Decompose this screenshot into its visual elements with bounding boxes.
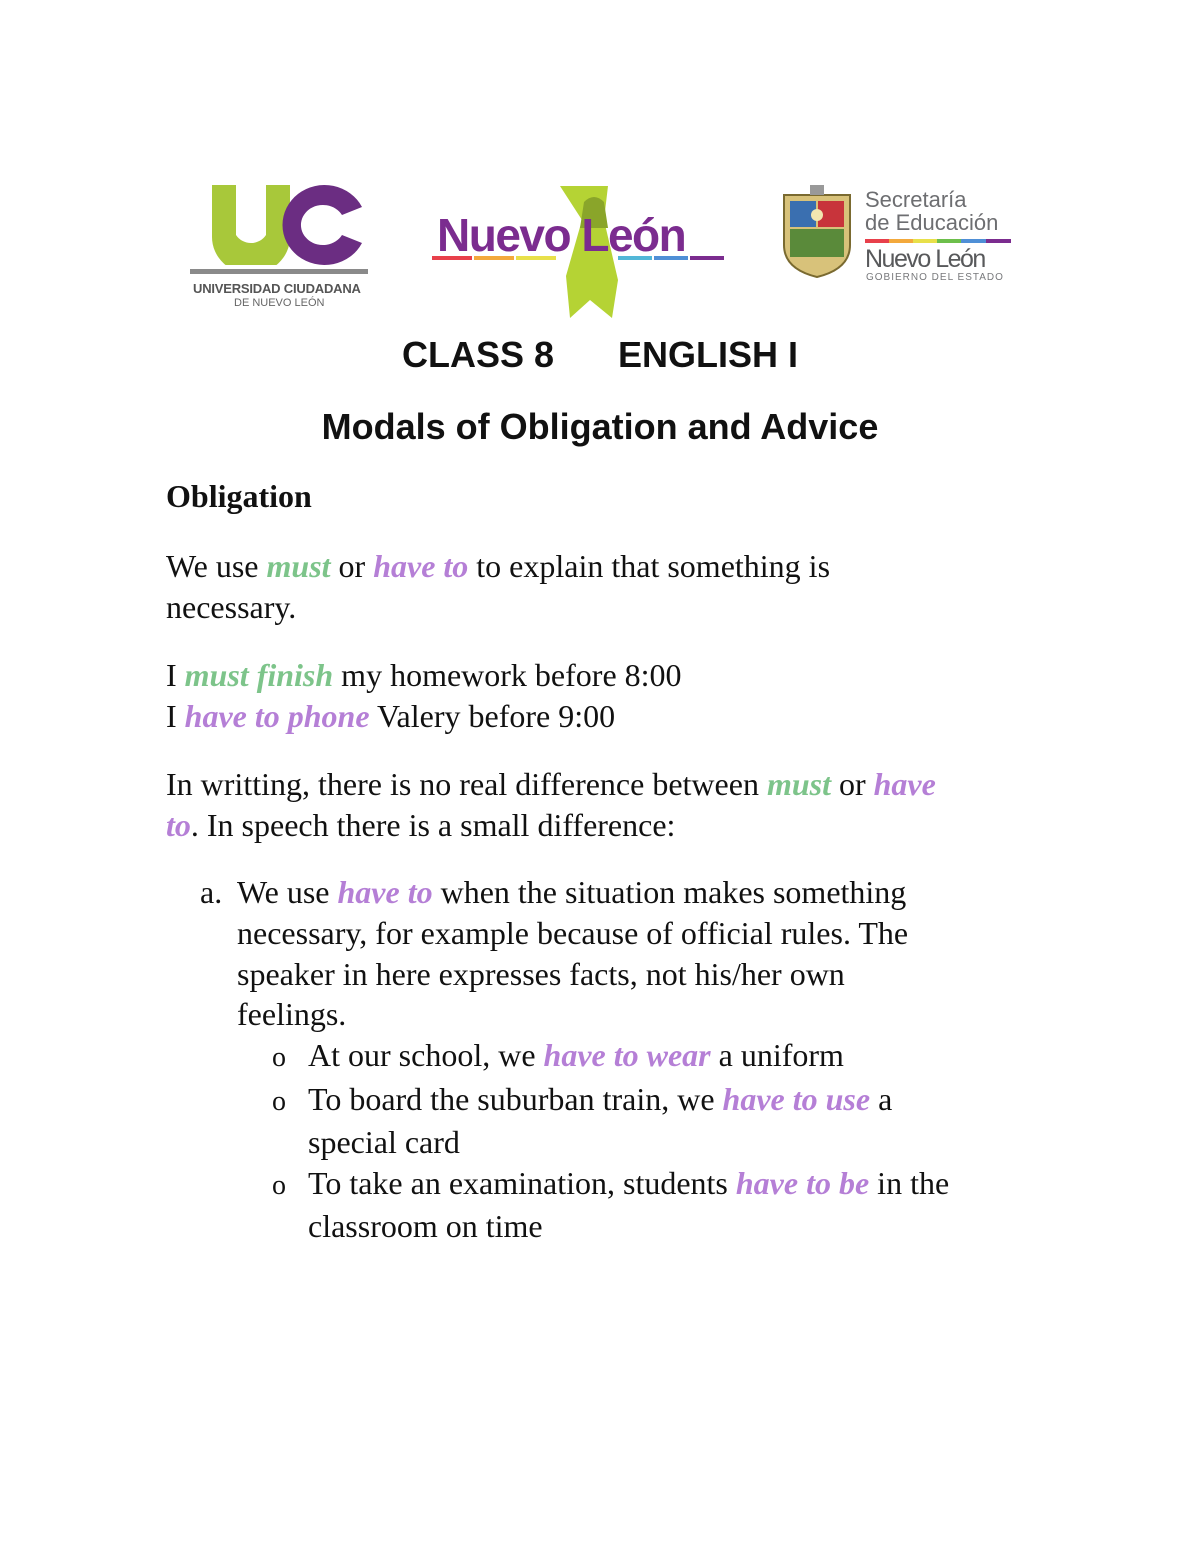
modal-must: must — [766, 766, 831, 802]
secretaria-line-1: Secretaría — [865, 187, 967, 212]
writing-line-2: to. In speech there is a small difference: — [166, 807, 676, 843]
intro-line-2: necessary. — [166, 589, 297, 625]
bullet-icon: o — [272, 1042, 286, 1073]
modal-have-to: have to — [337, 874, 433, 910]
modal-have-to-use: have to use — [722, 1081, 871, 1117]
course-label: ENGLISH I — [618, 334, 799, 375]
modal-must-finish: must finish — [184, 657, 334, 693]
list-a-line-3: speaker in here expresses facts, not his/her own — [237, 956, 845, 992]
modal-have-to: have to — [373, 548, 469, 584]
intro-line-1: We use must or have to to explain that something is — [166, 548, 831, 584]
secretaria-line-2: de Educación — [865, 210, 999, 235]
writing-line-1: In writting, there is no real difference between must or have — [166, 766, 936, 802]
bullet-item-1: At our school, we have to wear a uniform — [308, 1037, 844, 1073]
list-a-line-2: necessary, for example because of official rules. The — [237, 915, 909, 951]
section-heading: Obligation — [166, 478, 312, 514]
bullet-icon: o — [272, 1170, 286, 1201]
modal-have: have — [873, 766, 936, 802]
bullet-item-3-line-2: classroom on time — [308, 1208, 543, 1244]
uc-divider — [190, 269, 368, 274]
secretaria-line-4: GOBIERNO DEL ESTADO — [866, 272, 1004, 283]
page-title: Modals of Obligation and Advice — [321, 406, 879, 447]
modal-to: to — [166, 807, 191, 843]
uc-subtitle: DE NUEVO LEÓN — [234, 297, 325, 309]
list-marker-a: a. — [200, 874, 223, 910]
coat-of-arms-icon — [780, 185, 854, 279]
uc-name: UNIVERSIDAD CIUDADANA — [193, 281, 361, 296]
list-a-line-1: We use have to when the situation makes something — [237, 874, 907, 910]
uc-letters-graphic — [212, 185, 362, 265]
modal-have-to-wear: have to wear — [543, 1037, 711, 1073]
nuevo-leon-wordmark: Nuevo León — [437, 209, 686, 261]
bullet-icon: o — [272, 1086, 286, 1117]
bullet-item-2: To board the suburban train, we have to use a — [308, 1081, 893, 1117]
class-label: CLASS 8 — [401, 334, 554, 375]
example-2: I have to phone Valery before 9:00 — [166, 698, 616, 734]
modal-have-to-phone: have to phone — [184, 698, 370, 734]
list-a-line-4: feelings. — [237, 996, 347, 1032]
secretaria-line-3: Nuevo León — [865, 245, 985, 273]
class-heading — [0, 334, 1200, 376]
nuevo-leon-logo — [432, 180, 727, 320]
bullet-item-3: To take an examination, students have to be in the — [308, 1165, 950, 1201]
bullet-item-2-line-2: special card — [308, 1124, 460, 1160]
modal-have-to-be: have to be — [735, 1165, 870, 1201]
secretaria-logo — [780, 185, 1020, 295]
modal-must: must — [266, 548, 331, 584]
uc-logo — [190, 185, 370, 315]
example-1: I must finish my homework before 8:00 — [166, 657, 682, 693]
secretaria-color-stripe — [865, 239, 1011, 243]
